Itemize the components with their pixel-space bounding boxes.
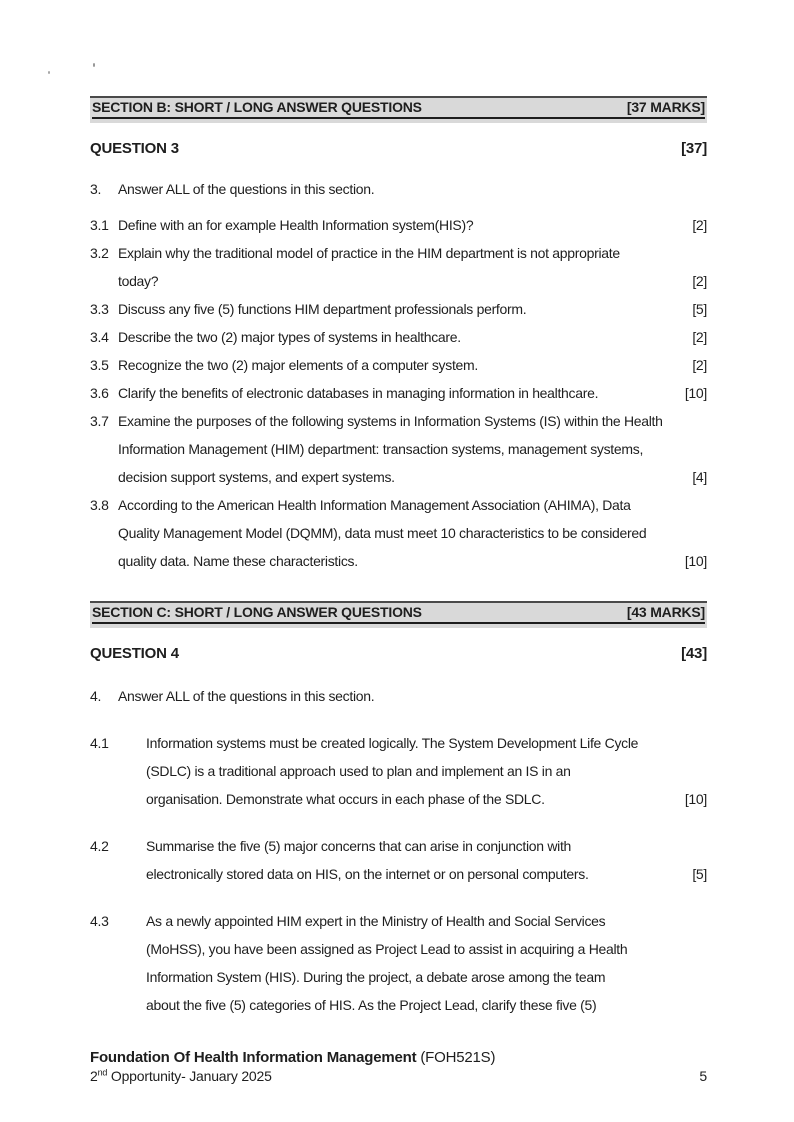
question-number: 3.3	[90, 301, 109, 317]
question-text: about the five (5) categories of HIS. As the Project Lead, clarify these five (5)	[146, 997, 597, 1013]
question-4-list	[90, 729, 707, 1019]
sitting-ordinal: nd	[97, 1067, 108, 1078]
question-line-4.3-cont	[90, 935, 707, 963]
marks-badge: [2]	[692, 329, 707, 345]
question-number: 4.2	[90, 838, 109, 854]
question-text: Quality Management Model (DQMM), data must meet 10 characteristics to be considered	[118, 525, 647, 541]
question-line-3.7-cont	[90, 435, 707, 463]
question-line-4.2-cont	[90, 860, 707, 888]
question-number: 3.4	[90, 329, 109, 345]
question-text: Describe the two (2) major types of systems in healthcare.	[118, 329, 461, 345]
question-4-marks: [43]	[681, 645, 707, 662]
question-4-intro	[90, 682, 707, 710]
question-text: According to the American Health Information Management Association (AHIMA), Data	[118, 497, 631, 513]
question-text: quality data. Name these characteristics.	[118, 553, 358, 569]
section-c-header-bar	[90, 601, 707, 628]
page-number: 5	[699, 1068, 707, 1084]
question-number: 3.6	[90, 385, 109, 401]
question-number: 3.1	[90, 217, 109, 233]
section-b-header-bar	[90, 96, 707, 123]
question-text: Information System (HIS). During the project, a debate arose among the team	[146, 969, 606, 985]
question-3-list	[90, 211, 707, 575]
section-c-title: SECTION C: SHORT / LONG ANSWER QUESTIONS	[92, 604, 422, 620]
question-text: Define with an for example Health Information system(HIS)?	[118, 217, 474, 233]
question-number: 4.	[90, 688, 102, 704]
scan-artifact	[48, 71, 50, 74]
question-text: (MoHSS), you have been assigned as Project Lead to assist in acquiring a Health	[146, 941, 628, 957]
question-line-3.5	[90, 351, 707, 379]
question-4-label: QUESTION 4	[90, 645, 179, 662]
question-text: Recognize the two (2) major elements of a computer system.	[118, 357, 478, 373]
question-number: 4.3	[90, 913, 109, 929]
course-title: Foundation Of Health Information Management	[90, 1049, 417, 1066]
question-text: Clarify the benefits of electronic databases in managing information in healthcare.	[118, 385, 599, 401]
question-number: 3.	[90, 181, 102, 197]
question-text: Examine the purposes of the following systems in Information Systems (IS) within the Health	[118, 413, 663, 429]
question-line-4.2	[90, 832, 707, 860]
question-text: As a newly appointed HIM expert in the Ministry of Health and Social Services	[146, 913, 606, 929]
question-number: 3.2	[90, 245, 109, 261]
question-text: (SDLC) is a traditional approach used to plan and implement an IS in an	[146, 763, 571, 779]
scan-artifact	[93, 63, 95, 67]
question-number: 4.1	[90, 735, 109, 751]
sitting-rest: Opportunity- January 2025	[107, 1068, 272, 1084]
question-text: Explain why the traditional model of practice in the HIM department is not appropriate	[118, 245, 620, 261]
question-line-3.1	[90, 211, 707, 239]
question-number: 3.7	[90, 413, 109, 429]
question-line-3.2	[90, 239, 707, 267]
question-text: today?	[118, 273, 159, 289]
marks-badge: [2]	[692, 357, 707, 373]
section-c-header-line	[92, 604, 705, 624]
question-number: 3.5	[90, 357, 109, 373]
question-line-3.8-cont2	[90, 547, 707, 575]
marks-badge: [2]	[692, 217, 707, 233]
question-text: decision support systems, and expert systems.	[118, 469, 395, 485]
question-3-intro	[90, 175, 707, 203]
marks-badge: [10]	[684, 385, 707, 401]
course-code: (FOH521S)	[416, 1049, 496, 1066]
question-text: electronically stored data on HIS, on the internet or on personal computers.	[146, 866, 589, 882]
marks-badge: [5]	[692, 301, 707, 317]
question-line-3.8	[90, 491, 707, 519]
question-text: Information systems must be created logically. The System Development Life Cycle	[146, 735, 639, 751]
marks-badge: [2]	[692, 273, 707, 289]
question-text: Answer ALL of the questions in this section.	[118, 181, 375, 197]
sitting-base: 2	[90, 1068, 98, 1084]
question-text: Information Management (HIM) department: transaction systems, management systems,	[118, 441, 644, 457]
question-text: Summarise the five (5) major concerns that can arise in conjunction with	[146, 838, 572, 854]
question-number: 3.8	[90, 497, 109, 513]
section-c-marks: [43 MARKS]	[626, 604, 705, 620]
marks-badge: [10]	[684, 791, 707, 807]
footer-sitting-line	[90, 1067, 707, 1085]
question-text: organisation. Demonstrate what occurs in each phase of the SDLC.	[146, 791, 545, 807]
footer-course-line	[90, 1049, 707, 1067]
marks-badge: [10]	[684, 553, 707, 569]
question-4-heading	[90, 640, 707, 668]
question-line-4.3	[90, 907, 707, 935]
question-line-3.7	[90, 407, 707, 435]
question-3-label: QUESTION 3	[90, 140, 179, 157]
question-line-3.3	[90, 295, 707, 323]
question-text: Answer ALL of the questions in this section.	[118, 688, 375, 704]
footer	[90, 1049, 707, 1085]
question-line-3.4	[90, 323, 707, 351]
marks-badge: [5]	[692, 866, 707, 882]
question-3-heading	[90, 135, 707, 163]
question-line-3.7-cont2	[90, 463, 707, 491]
question-line-4.1-cont	[90, 757, 707, 785]
question-text: Discuss any five (5) functions HIM department professionals perform.	[118, 301, 527, 317]
question-line-4.3-cont3	[90, 991, 707, 1019]
question-line-3.2-cont	[90, 267, 707, 295]
question-line-4.1	[90, 729, 707, 757]
section-b-marks: [37 MARKS]	[626, 99, 705, 115]
question-3-marks: [37]	[681, 140, 707, 157]
section-b-title: SECTION B: SHORT / LONG ANSWER QUESTIONS	[92, 99, 422, 115]
section-b-header-line	[92, 99, 705, 119]
marks-badge: [4]	[692, 469, 707, 485]
question-line-4.3-cont2	[90, 963, 707, 991]
question-line-4.1-cont2	[90, 785, 707, 813]
exam-sitting	[90, 1067, 272, 1085]
question-line-3.6	[90, 379, 707, 407]
question-line-3.8-cont	[90, 519, 707, 547]
